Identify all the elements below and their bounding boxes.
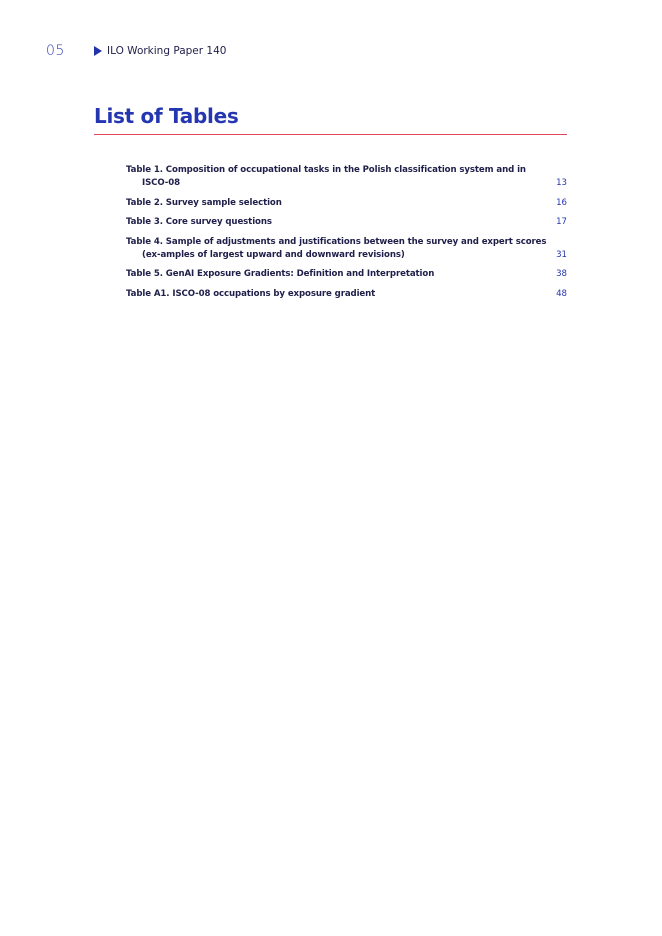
toc-entry-page[interactable]: 31 <box>556 249 567 260</box>
toc-entry-page[interactable]: 16 <box>556 197 567 208</box>
toc-entry-label[interactable]: Table 1. Composition of occupational tasks in the Polish classification system and in ISCO-08 <box>126 165 526 188</box>
running-header-title: ILO Working Paper 140 <box>107 45 227 57</box>
toc-entry-table-a1[interactable] <box>126 288 567 301</box>
toc-entry-label[interactable]: Table A1. ISCO-08 occupations by exposure gradient <box>126 288 376 299</box>
toc-entry-label[interactable]: Table 5. GenAI Exposure Gradients: Definition and Interpretation <box>126 269 435 279</box>
toc-entry-table-2[interactable] <box>126 197 567 210</box>
toc-entry-label[interactable]: Table 3. Core survey questions <box>126 217 272 227</box>
running-header <box>94 45 226 57</box>
toc-entry-table-5[interactable] <box>126 268 567 281</box>
arrow-right-icon <box>94 46 102 56</box>
toc-entry-page[interactable]: 17 <box>556 217 567 227</box>
section-title: List of Tables <box>94 104 239 128</box>
toc-entry-page[interactable]: 13 <box>556 178 567 188</box>
title-divider <box>94 134 567 135</box>
toc-entry-page[interactable]: 38 <box>556 269 567 279</box>
toc-entry-table-4[interactable] <box>126 236 567 262</box>
toc-entry-label[interactable]: Table 4. Sample of adjustments and justifications between the survey and expert scores (ex-amples of largest upward and downward revisions) <box>126 236 547 260</box>
page-number: 05 <box>46 43 65 59</box>
toc-entry-table-1[interactable] <box>126 164 567 190</box>
toc-entry-table-3[interactable] <box>126 216 567 229</box>
toc-entry-page[interactable]: 48 <box>556 288 567 299</box>
list-of-tables <box>126 164 567 307</box>
toc-entry-label[interactable]: Table 2. Survey sample selection <box>126 197 282 208</box>
